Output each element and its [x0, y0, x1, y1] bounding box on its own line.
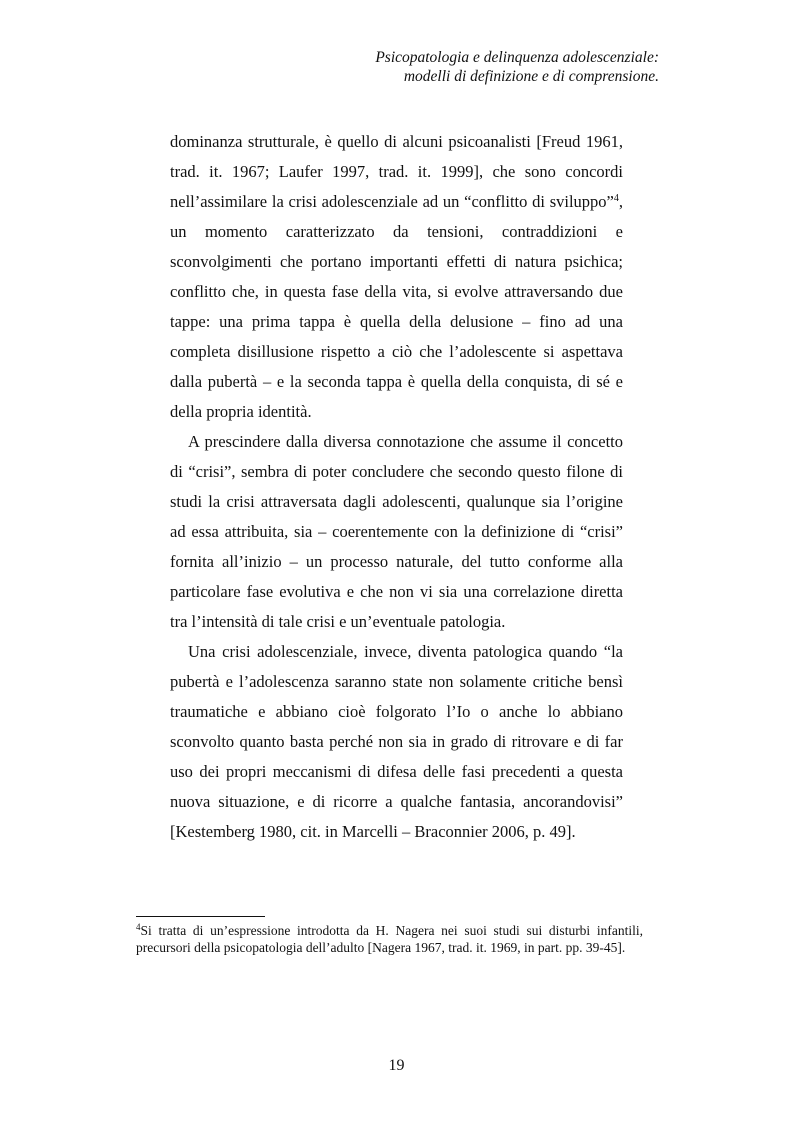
header-line-2: modelli di definizione e di comprensione.	[403, 68, 659, 85]
header-line-1: Psicopatologia e delinquenza adolescenziale:	[375, 49, 659, 66]
footnote-number: 4	[136, 922, 141, 932]
paragraph-1-text-end: , un momento caratterizzato da tensioni, contraddizioni e sconvolgimenti che portano importanti effetti di natura psichica; conflitto che, in questa fase della vita, si evolve attraversando due tappe: una prima tappa è quella della delusione – fino ad una completa disillusione rispetto a ciò che l’adolescente si aspettava dalla pubertà – e la seconda tappa è quella della conquista, di sé e della propria identità.	[170, 192, 623, 421]
footnote-text: Si tratta di un’espressione introdotta da H. Nagera nei suoi studi sui disturbi infantili, precursori della psicopatologia dell’adulto [Nagera 1967, trad. it. 1969, in part. pp. 39-45].	[136, 923, 643, 955]
footnote	[136, 922, 643, 956]
footnote-divider	[136, 916, 265, 917]
paragraph-1-text-start: dominanza strutturale, è quello di alcuni psicoanalisti [Freud 1961, trad. it. 1967; Laufer 1997, trad. it. 1999], che sono concordi nell’assimilare la crisi adolescenziale ad un “conflitto di sviluppo”	[170, 132, 623, 211]
running-header	[179, 48, 659, 86]
paragraph-1	[170, 127, 623, 427]
body-text	[170, 127, 623, 847]
page-number: 19	[388, 1057, 405, 1074]
paragraph-2: A prescindere dalla diversa connotazione che assume il concetto di “crisi”, sembra di poter concludere che secondo questo filone di studi la crisi attraversata dagli adolescenti, qualunque sia l’origine ad essa attribuita, sia – coerentemente con la definizione di “crisi” fornita all’inizio – un processo naturale, del tutto conforme alla particolare fase evolutiva e che non vi sia una correlazione diretta tra l’intensità di tale crisi e un’eventuale patologia.	[170, 432, 623, 631]
paragraph-3: Una crisi adolescenziale, invece, diventa patologica quando “la pubertà e l’adolescenza saranno state non solamente critiche bensì traumatiche e abbiano cioè folgorato l’Io o anche lo abbiano sconvolto quanto basta perché non sia in grado di ritrovare e di far uso dei propri meccanismi di difesa delle fasi precedenti a questa nuova situazione, e di ricorre a qualche fantasia, ancorandovisi” [Kestemberg 1980, cit. in Marcelli – Braconnier 2006, p. 49].	[170, 642, 623, 841]
footnote-reference[interactable]: 4	[613, 193, 619, 204]
